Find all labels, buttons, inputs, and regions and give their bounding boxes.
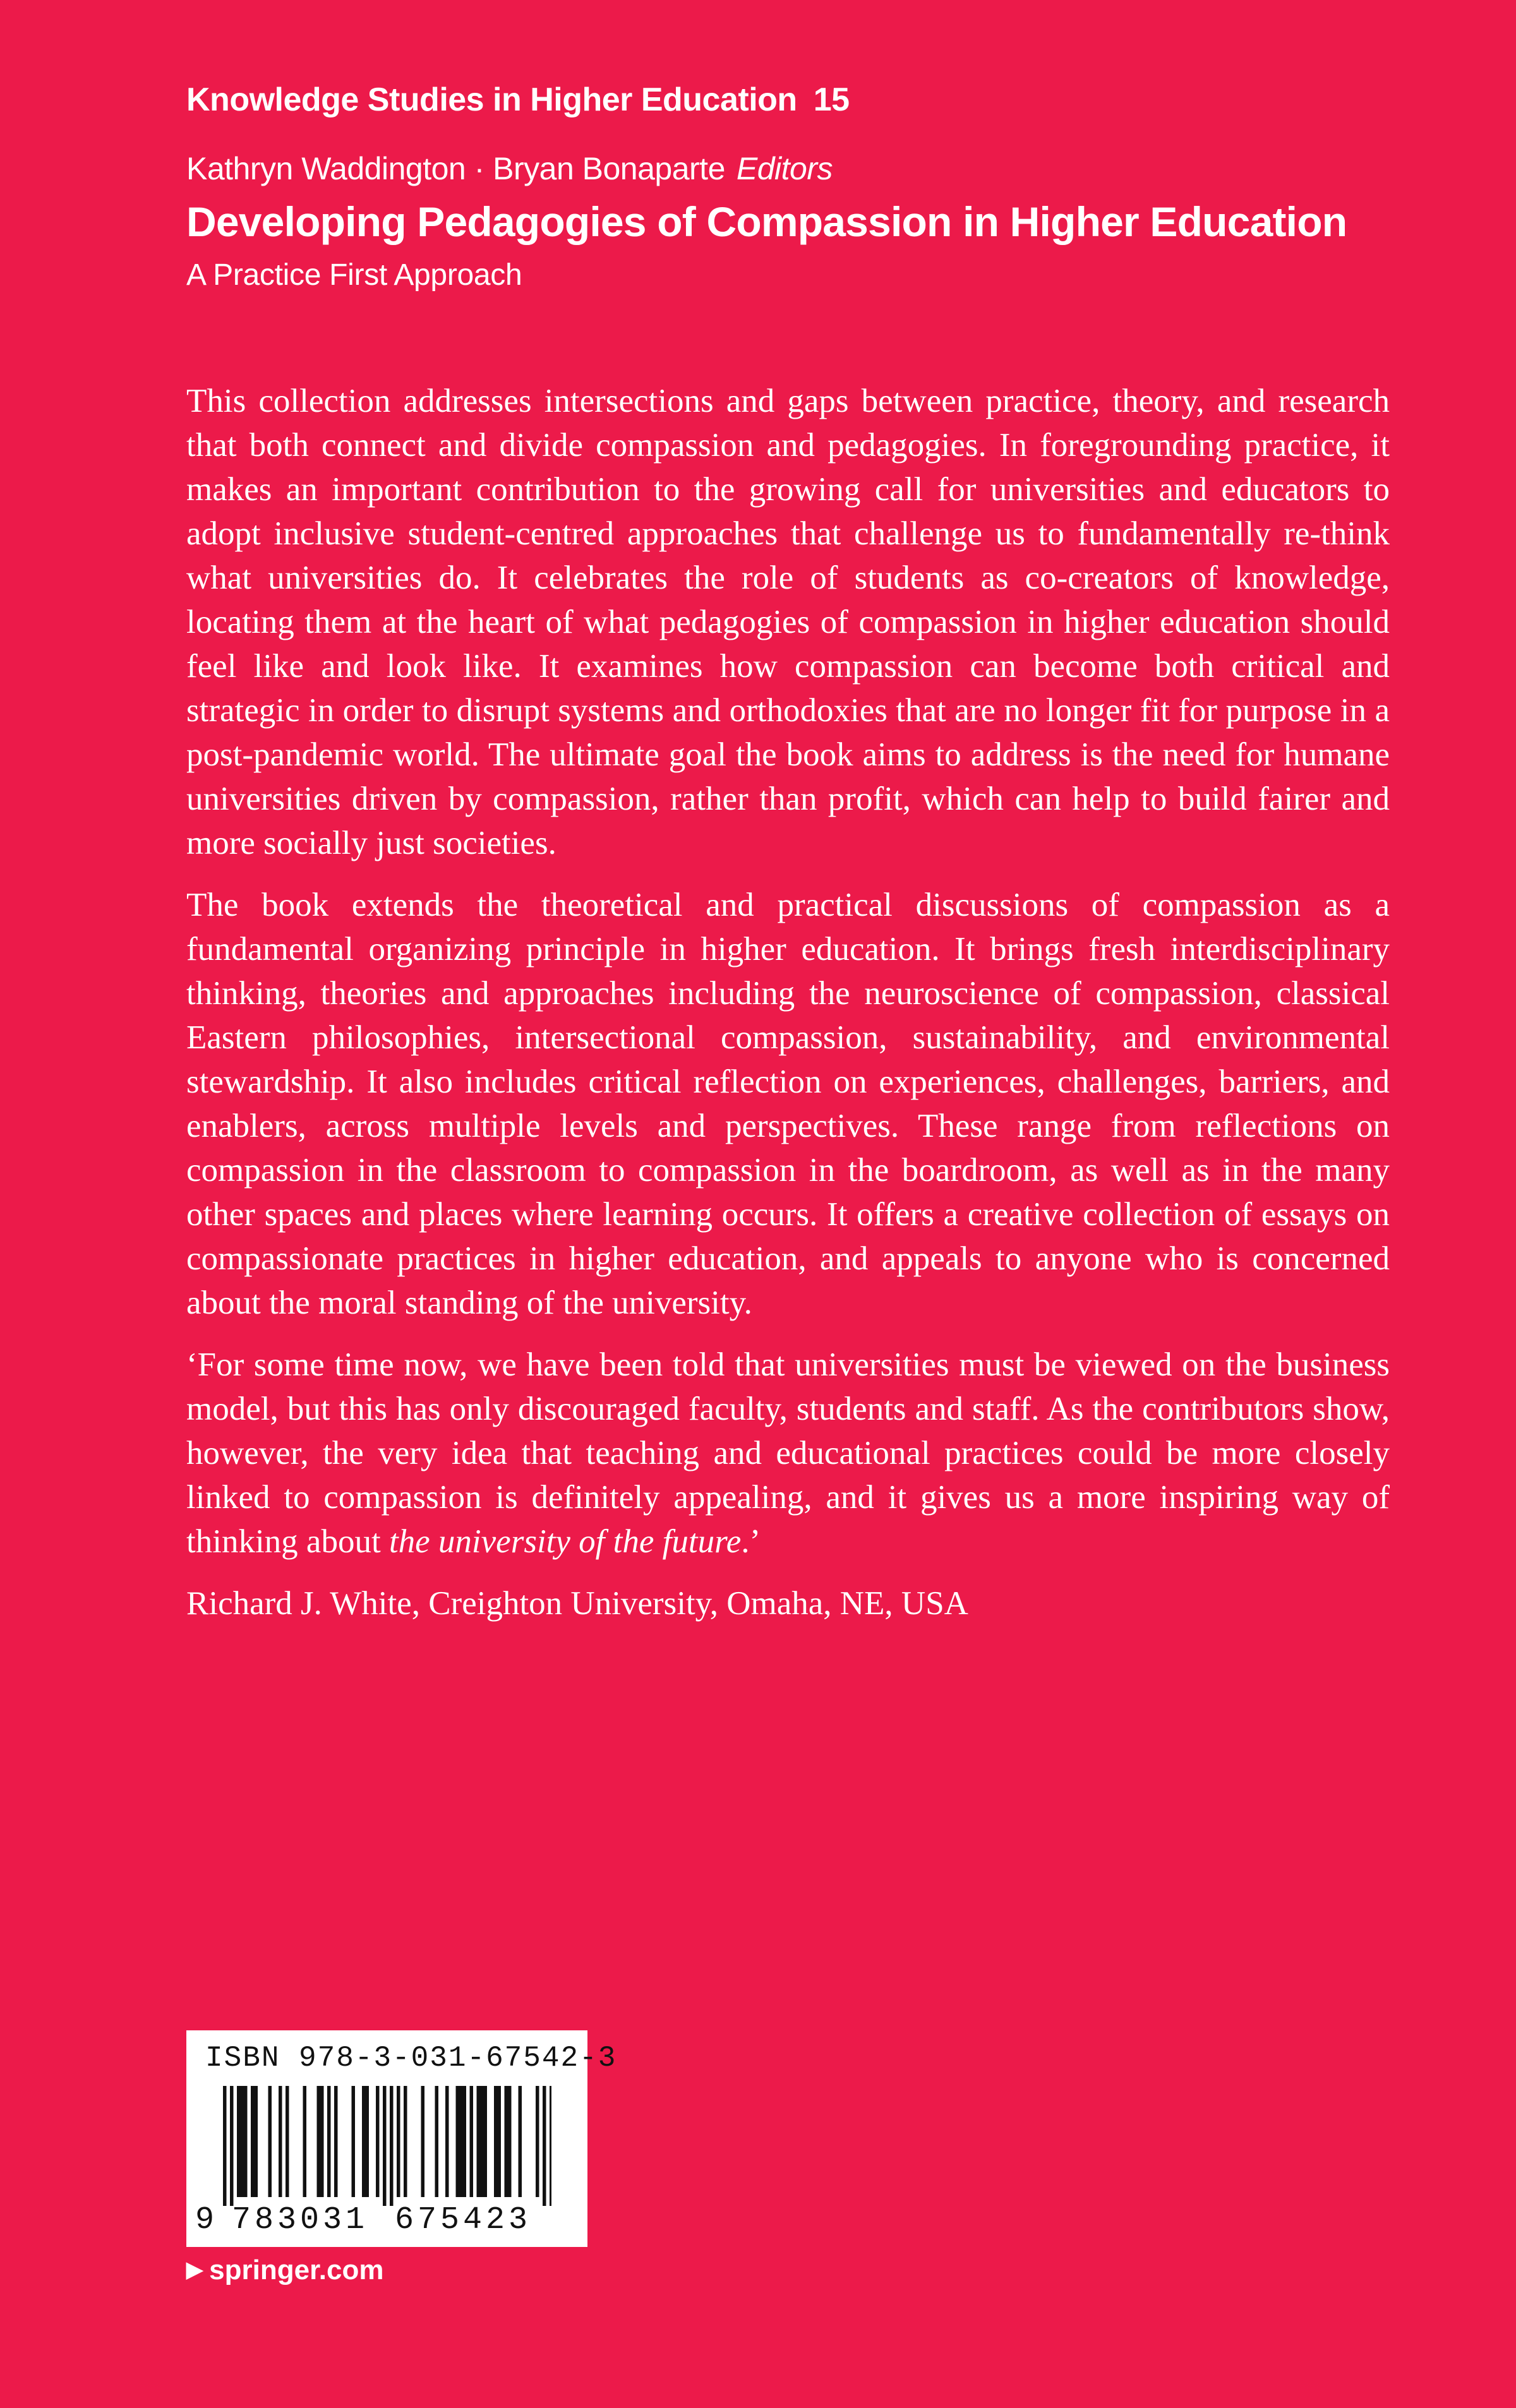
quote-text-end: .’: [741, 1523, 761, 1560]
barcode-bar: [480, 2086, 484, 2197]
barcode-bar: [223, 2086, 227, 2206]
quote-text-italic: the university of the future: [388, 1523, 742, 1560]
ean-right-group: 675423: [395, 2202, 532, 2238]
editors-role: Editors: [736, 151, 833, 186]
barcode-bar: [397, 2086, 400, 2197]
barcode-bar: [327, 2086, 331, 2197]
barcode-bar: [494, 2086, 498, 2197]
barcode-bar: [237, 2086, 241, 2197]
publisher-url: springer.com: [209, 2255, 384, 2285]
blurb: [186, 379, 1390, 1626]
barcode-bar: [435, 2086, 439, 2197]
barcode-bar: [320, 2086, 324, 2197]
barcode-bar: [456, 2086, 460, 2197]
barcode-bar: [352, 2086, 356, 2197]
barcode-bar: [317, 2086, 321, 2197]
barcode-bar: [498, 2086, 502, 2197]
barcode-bar: [550, 2086, 551, 2206]
barcode-bar: [470, 2086, 474, 2197]
publisher-link[interactable]: [186, 2255, 383, 2286]
endorsement-attribution: Richard J. White, Creighton University, Omaha, NE, USA: [186, 1585, 968, 1622]
barcode-bar: [536, 2086, 539, 2197]
series-name: Knowledge Studies in Higher Education: [186, 81, 797, 118]
editors-line: [186, 150, 833, 187]
blurb-paragraph-1: This collection addresses intersections and gaps between practice, theory, and research that both connect and divide compassion and pedagogies. In foregrounding practice, it makes an important contribution to the growing call for universities and educators to adopt inclusive student-centred approaches that challenge us to fundamentally re-think what universities do. It celebrates the role of students as co-creators of knowledge, locating them at the heart of what pedagogies of compassion in higher education should feel like and look like. It examines how compassion can become both critical and strategic in order to disrupt systems and orthodoxies that are no longer fit for purpose in a post-pandemic world. The ultimate goal the book aims to address is the need for humane universities driven by compassion, rather than profit, which can help to build fairer and more socially just societies.: [186, 383, 1390, 861]
barcode-bar: [505, 2086, 508, 2197]
barcode-bar: [366, 2086, 370, 2197]
barcode-bar: [244, 2086, 248, 2197]
barcode-bar: [241, 2086, 244, 2197]
blurb-paragraph-2: The book extends the theoretical and practical discussions of compassion as a fundamental organizing principle in higher education. It brings fresh interdisciplinary thinking, theories and approaches including the neuroscience of compassion, classical Eastern philosophies, intersectional compassion, sustainability, and environmental stewardship. It also includes critical reflection on experiences, challenges, barriers, and enablers, across multiple levels and perspectives. These range from reflections on compassion in the classroom to compassion in the boardroom, as well as in the many other spaces and places where learning occurs. It offers a creative collection of essays on compassionate practices in higher education, and appeals to anyone who is concerned about the moral standing of the university.: [186, 887, 1390, 1321]
barcode-bar: [376, 2086, 380, 2197]
barcode-bar: [508, 2086, 512, 2197]
barcode-bar: [230, 2086, 234, 2206]
series-number: 15: [813, 81, 850, 118]
barcode-bar: [519, 2086, 522, 2197]
barcode-bar: [279, 2086, 282, 2197]
isbn-label: ISBN 978-3-031-67542-3: [205, 2042, 617, 2075]
editor-names: Kathryn Waddington · Bryan Bonaparte: [186, 151, 725, 186]
barcode-bar: [268, 2086, 272, 2197]
barcode-bar: [421, 2086, 425, 2197]
book-subtitle: A Practice First Approach: [186, 258, 522, 292]
endorsement-quote: [186, 1343, 1390, 1564]
barcode-bar: [251, 2086, 255, 2197]
barcode-bar: [404, 2086, 407, 2197]
barcode-bar: [303, 2086, 307, 2197]
barcode-bar: [459, 2086, 463, 2197]
ean-left-group: 783031: [232, 2202, 369, 2238]
barcode-bar: [445, 2086, 449, 2197]
barcode-bar: [383, 2086, 387, 2206]
quote-text-start: ‘For some time now, we have been told that universities must be viewed on the business model, but this has only discouraged faculty, students and staff. As the contributors show, however, the very idea that teaching and educational practices could be more closely linked to compassion is definitely appealing, and it gives us a more inspiring way of thinking about: [186, 1346, 1390, 1560]
barcode-bar: [390, 2086, 394, 2206]
play-triangle-icon: ▶: [186, 2258, 203, 2282]
barcode-bar: [463, 2086, 467, 2197]
barcode-bar: [362, 2086, 366, 2197]
series-title: [186, 81, 850, 119]
barcode-bar: [477, 2086, 481, 2197]
isbn-barcode: [186, 2030, 617, 2247]
barcode-bar: [484, 2086, 488, 2197]
book-title: Developing Pedagogies of Compassion in Higher Education: [186, 198, 1347, 245]
barcode-bar: [334, 2086, 338, 2197]
barcode-bar: [255, 2086, 258, 2197]
barcode-bars: [223, 2086, 551, 2206]
barcode-bar: [543, 2086, 546, 2206]
ean-first-digit: 9: [195, 2202, 215, 2238]
barcode-bar: [286, 2086, 289, 2197]
